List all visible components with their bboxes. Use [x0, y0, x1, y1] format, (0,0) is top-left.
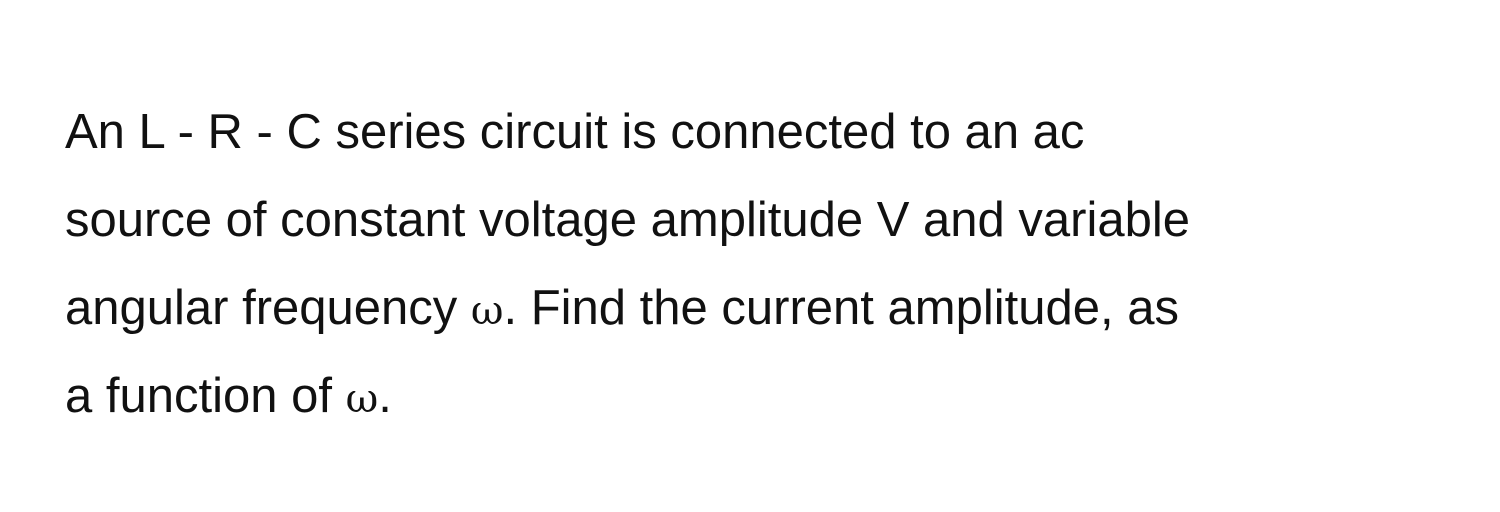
question-line-1: An L - R - C series circuit is connected to an ac [65, 105, 1085, 159]
question-line-2: source of constant voltage amplitude V and variable [65, 193, 1190, 247]
question-line-3: angular frequency ω. Find the current amplitude, as [65, 281, 1179, 335]
question-line-4: a function of ω. [65, 369, 392, 423]
omega-symbol: ω [470, 288, 504, 334]
omega-symbol: ω [345, 376, 379, 422]
question-text [65, 88, 1445, 440]
